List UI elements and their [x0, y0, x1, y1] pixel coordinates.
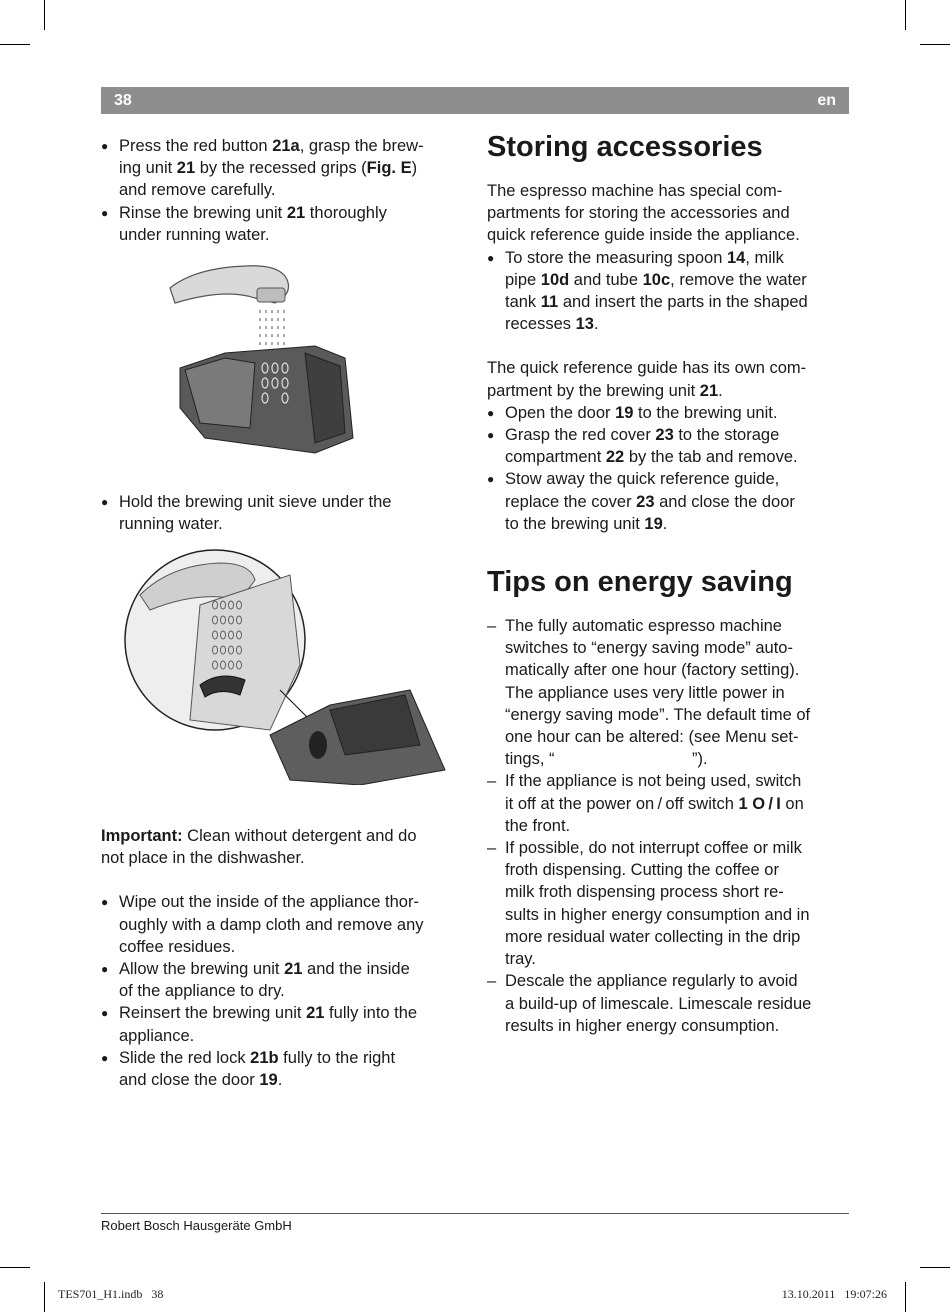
important-note: Important: Clean without detergent and do not place in the dishwasher. — [101, 827, 417, 868]
crop-mark — [0, 1267, 30, 1268]
list-item: ● Slide the red lock 21b fully to the right and close the door 19. — [101, 1047, 471, 1091]
list-item: ● To store the measuring spoon 14, milk pipe 10d and tube 10c, remove the water tank 11 and insert the parts in the shaped recesses 13. — [487, 247, 852, 336]
crop-mark — [920, 1267, 950, 1268]
crop-mark — [920, 44, 950, 45]
list-item: – If possible, do not interrupt coffee or milk froth dispensing. Cutting the coffee or milk froth dispensing process short re- sults in higher energy consumption and in more residual water collecting in the drip tray. — [487, 837, 852, 970]
list-item: ● Allow the brewing unit 21 and the inside of the appliance to dry. — [101, 958, 471, 1002]
list-item: ● Press the red button 21a, grasp the brew- ing unit 21 by the recessed grips (Fig. E) and remove carefully. — [101, 135, 471, 202]
list-item: – If the appliance is not being used, switch it off at the power on / off switch 1 O / I on the front. — [487, 770, 852, 837]
crop-mark — [905, 0, 906, 30]
slug-file: TES701_H1.indb 38 — [58, 1287, 164, 1301]
list-item: ● Grasp the red cover 23 to the storage compartment 22 by the tab and remove. — [487, 424, 852, 468]
list-item: ● Wipe out the inside of the appliance thor- oughly with a damp cloth and remove any coffee residues. — [101, 891, 471, 958]
paragraph: The espresso machine has special com- partments for storing the accessories and quick reference guide inside the appliance. — [487, 182, 800, 245]
section-heading-storing: Storing accessories — [487, 131, 763, 163]
section-heading-tips: Tips on energy saving — [487, 566, 793, 599]
footer-company: Robert Bosch Hausgeräte GmbH — [101, 1218, 292, 1233]
paragraph: The quick reference guide has its own com- partment by the brewing unit 21. — [487, 359, 807, 400]
right-column — [487, 130, 852, 1037]
left-column-top — [101, 135, 471, 246]
slug-date: 13.10.2011 19:07:26 — [781, 1287, 887, 1301]
sieve-rinse-illustration — [120, 545, 450, 785]
list-item: ● Reinsert the brewing unit 21 fully into the appliance. — [101, 1002, 471, 1046]
crop-mark — [0, 44, 30, 45]
list-item: – The fully automatic espresso machine switches to “energy saving mode” auto- matically after one hour (factory setting). The appliance uses very little power in “energy saving mode”. The default time of one hour can be altered: (see Menu set- tings, “ ”). — [487, 615, 852, 770]
page-header — [101, 87, 849, 114]
rinse-brewing-unit-illustration — [165, 258, 365, 458]
crop-mark — [44, 1282, 45, 1312]
list-item: ● Hold the brewing unit sieve under the running water. — [101, 491, 471, 535]
language-code: en — [817, 92, 836, 109]
left-column-bottom — [101, 825, 471, 1091]
footer-rule — [101, 1213, 849, 1214]
crop-mark — [905, 1282, 906, 1312]
list-item: ● Stow away the quick reference guide, replace the cover 23 and close the door to the brewing unit 19. — [487, 468, 852, 535]
list-item: ● Open the door 19 to the brewing unit. — [487, 402, 852, 424]
crop-mark — [44, 0, 45, 30]
left-column-mid — [101, 491, 471, 535]
list-item: ● Rinse the brewing unit 21 thoroughly under running water. — [101, 202, 471, 246]
page-number: 38 — [114, 92, 132, 109]
list-item: – Descale the appliance regularly to avoid a build-up of limescale. Limescale residue results in higher energy consumption. — [487, 970, 852, 1037]
